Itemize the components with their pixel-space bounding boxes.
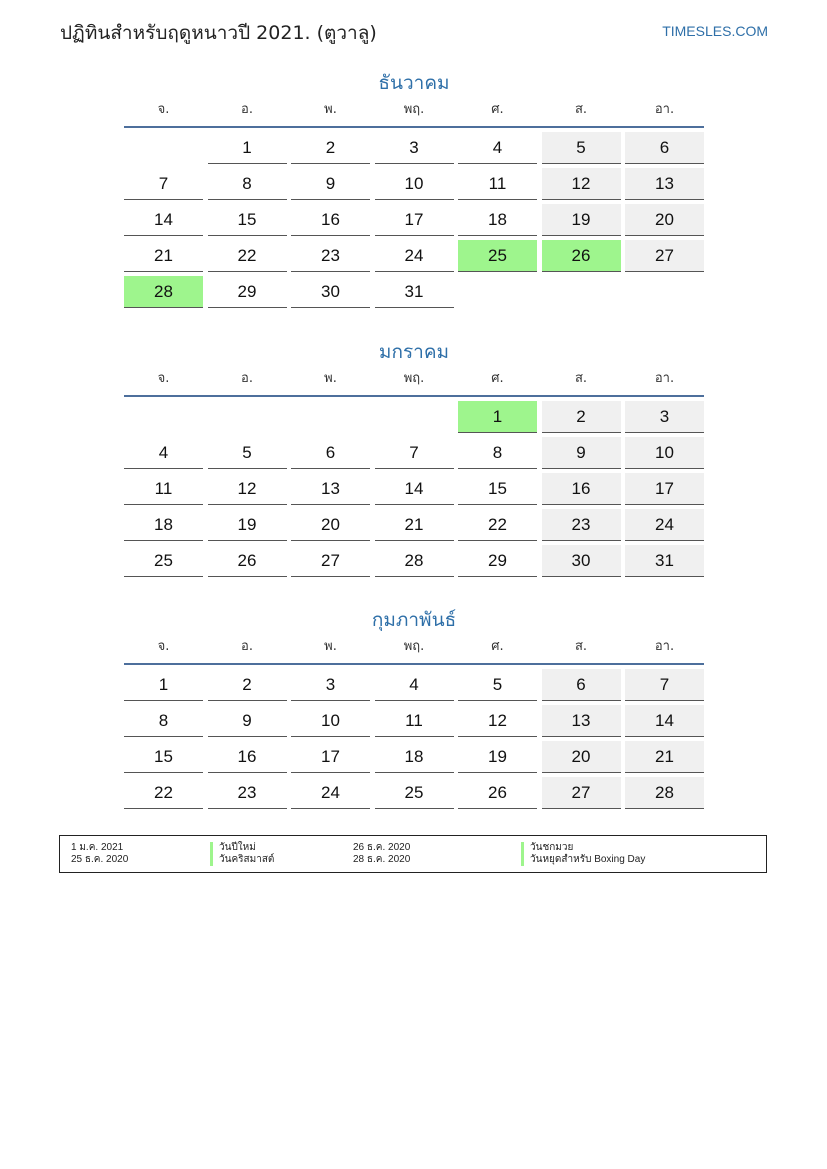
day-cell: 26 — [542, 240, 621, 272]
legend-holiday-name: วันคริสมาสต์ — [210, 854, 274, 866]
month-february — [124, 605, 704, 809]
empty-day-cell — [208, 401, 287, 433]
weekday-label: พ. — [324, 102, 337, 117]
day-cell: 22 — [208, 240, 287, 272]
weekday-label: จ. — [157, 102, 170, 117]
day-cell: 20 — [625, 204, 704, 236]
weekday-label: อ. — [241, 371, 253, 386]
day-cell: 7 — [375, 437, 454, 469]
day-cell: 29 — [458, 545, 537, 577]
weekday-label: พ. — [324, 639, 337, 654]
weekday-label: ศ. — [491, 102, 504, 117]
day-cell: 19 — [458, 741, 537, 773]
day-cell: 16 — [208, 741, 287, 773]
legend-date: 26 ธ.ค. 2020 — [353, 842, 411, 853]
day-cell: 8 — [124, 705, 203, 737]
day-cell: 26 — [458, 777, 537, 809]
day-cell: 21 — [375, 509, 454, 541]
day-cell: 15 — [208, 204, 287, 236]
month-title: มกราคม — [378, 341, 450, 363]
day-cell: 24 — [375, 240, 454, 272]
empty-day-cell — [124, 401, 203, 433]
day-cell: 21 — [124, 240, 203, 272]
day-cell: 22 — [458, 509, 537, 541]
day-cell: 6 — [291, 437, 370, 469]
day-cell: 28 — [124, 276, 203, 308]
day-cell: 4 — [124, 437, 203, 469]
legend-date: 1 ม.ค. 2021 — [71, 842, 124, 853]
legend-date: 28 ธ.ค. 2020 — [353, 854, 411, 865]
empty-day-cell — [124, 132, 203, 164]
day-cell: 17 — [625, 473, 704, 505]
day-cell: 6 — [542, 669, 621, 701]
day-cell: 17 — [291, 741, 370, 773]
day-cell: 2 — [542, 401, 621, 433]
weekday-label: พฤ. — [403, 371, 425, 386]
day-cell: 11 — [124, 473, 203, 505]
weekday-label: อ. — [241, 639, 253, 654]
weekday-label: ส. — [574, 371, 588, 386]
day-cell: 8 — [458, 437, 537, 469]
day-cell: 15 — [124, 741, 203, 773]
day-cell: 18 — [458, 204, 537, 236]
weekday-label: จ. — [157, 639, 170, 654]
day-cell: 18 — [124, 509, 203, 541]
day-cell: 27 — [291, 545, 370, 577]
day-cell: 9 — [542, 437, 621, 469]
day-cell: 21 — [625, 741, 704, 773]
legend-holiday-name: วันหยุดสำหรับ Boxing Day — [521, 854, 645, 866]
day-cell: 13 — [291, 473, 370, 505]
day-cell: 30 — [542, 545, 621, 577]
empty-day-cell — [542, 276, 621, 308]
day-cell: 12 — [208, 473, 287, 505]
day-cell: 28 — [625, 777, 704, 809]
day-cell: 22 — [124, 777, 203, 809]
day-cell: 4 — [458, 132, 537, 164]
empty-day-cell — [291, 401, 370, 433]
day-cell: 30 — [291, 276, 370, 308]
brand-link[interactable]: TIMESLES.COM — [662, 23, 768, 39]
weekday-label: ศ. — [491, 639, 504, 654]
day-cell: 27 — [542, 777, 621, 809]
day-cell: 20 — [291, 509, 370, 541]
day-cell: 5 — [458, 669, 537, 701]
legend-holiday-name: วันปีใหม่ — [210, 842, 256, 854]
weekday-label: อ. — [241, 102, 253, 117]
day-cell: 27 — [625, 240, 704, 272]
day-cell: 10 — [375, 168, 454, 200]
day-cell: 14 — [375, 473, 454, 505]
day-cell: 7 — [625, 669, 704, 701]
day-cell: 17 — [375, 204, 454, 236]
weekday-label: พ. — [324, 371, 337, 386]
weekday-label: อา. — [654, 639, 675, 654]
day-cell: 14 — [124, 204, 203, 236]
day-cell: 1 — [124, 669, 203, 701]
day-cell: 16 — [542, 473, 621, 505]
day-cell: 13 — [542, 705, 621, 737]
weekday-label: จ. — [157, 371, 170, 386]
weekday-header — [124, 367, 704, 397]
weekday-label: อา. — [654, 102, 675, 117]
day-cell: 9 — [291, 168, 370, 200]
day-cell: 3 — [625, 401, 704, 433]
day-cell: 19 — [542, 204, 621, 236]
day-cell: 25 — [124, 545, 203, 577]
legend-holiday-name: วันชกมวย — [521, 842, 573, 854]
day-cell: 1 — [458, 401, 537, 433]
weekday-label: ศ. — [491, 371, 504, 386]
day-cell: 10 — [291, 705, 370, 737]
day-grid — [124, 401, 704, 577]
day-cell: 7 — [124, 168, 203, 200]
day-grid — [124, 132, 704, 308]
legend-date: 25 ธ.ค. 2020 — [71, 854, 129, 865]
weekday-label: พฤ. — [403, 102, 425, 117]
page-title: ปฏิทินสำหรับฤดูหนาวปี 2021. (ตูวาลู) — [60, 22, 377, 44]
day-cell: 23 — [208, 777, 287, 809]
day-cell: 13 — [625, 168, 704, 200]
month-december — [124, 68, 704, 308]
day-grid — [124, 669, 704, 809]
day-cell: 11 — [375, 705, 454, 737]
day-cell: 26 — [208, 545, 287, 577]
day-cell: 2 — [291, 132, 370, 164]
day-cell: 10 — [625, 437, 704, 469]
empty-day-cell — [375, 401, 454, 433]
day-cell: 23 — [542, 509, 621, 541]
day-cell: 25 — [458, 240, 537, 272]
month-january — [124, 337, 704, 577]
day-cell: 20 — [542, 741, 621, 773]
day-cell: 12 — [458, 705, 537, 737]
day-cell: 31 — [625, 545, 704, 577]
day-cell: 24 — [291, 777, 370, 809]
day-cell: 15 — [458, 473, 537, 505]
day-cell: 19 — [208, 509, 287, 541]
empty-day-cell — [458, 276, 537, 308]
day-cell: 25 — [375, 777, 454, 809]
day-cell: 12 — [542, 168, 621, 200]
day-cell: 9 — [208, 705, 287, 737]
empty-day-cell — [625, 276, 704, 308]
weekday-label: อา. — [654, 371, 675, 386]
weekday-label: พฤ. — [403, 639, 425, 654]
weekday-label: ส. — [574, 102, 588, 117]
day-cell: 6 — [625, 132, 704, 164]
day-cell: 28 — [375, 545, 454, 577]
day-cell: 4 — [375, 669, 454, 701]
day-cell: 16 — [291, 204, 370, 236]
day-cell: 2 — [208, 669, 287, 701]
weekday-label: ส. — [574, 639, 588, 654]
weekday-header — [124, 98, 704, 128]
month-title: กุมภาพันธ์ — [371, 609, 457, 631]
day-cell: 29 — [208, 276, 287, 308]
day-cell: 8 — [208, 168, 287, 200]
day-cell: 14 — [625, 705, 704, 737]
day-cell: 23 — [291, 240, 370, 272]
month-title: ธันวาคม — [378, 72, 450, 94]
holiday-legend — [59, 835, 767, 873]
day-cell: 3 — [375, 132, 454, 164]
day-cell: 5 — [208, 437, 287, 469]
day-cell: 18 — [375, 741, 454, 773]
day-cell: 1 — [208, 132, 287, 164]
day-cell: 3 — [291, 669, 370, 701]
day-cell: 31 — [375, 276, 454, 308]
day-cell: 11 — [458, 168, 537, 200]
day-cell: 24 — [625, 509, 704, 541]
day-cell: 5 — [542, 132, 621, 164]
weekday-header — [124, 635, 704, 665]
